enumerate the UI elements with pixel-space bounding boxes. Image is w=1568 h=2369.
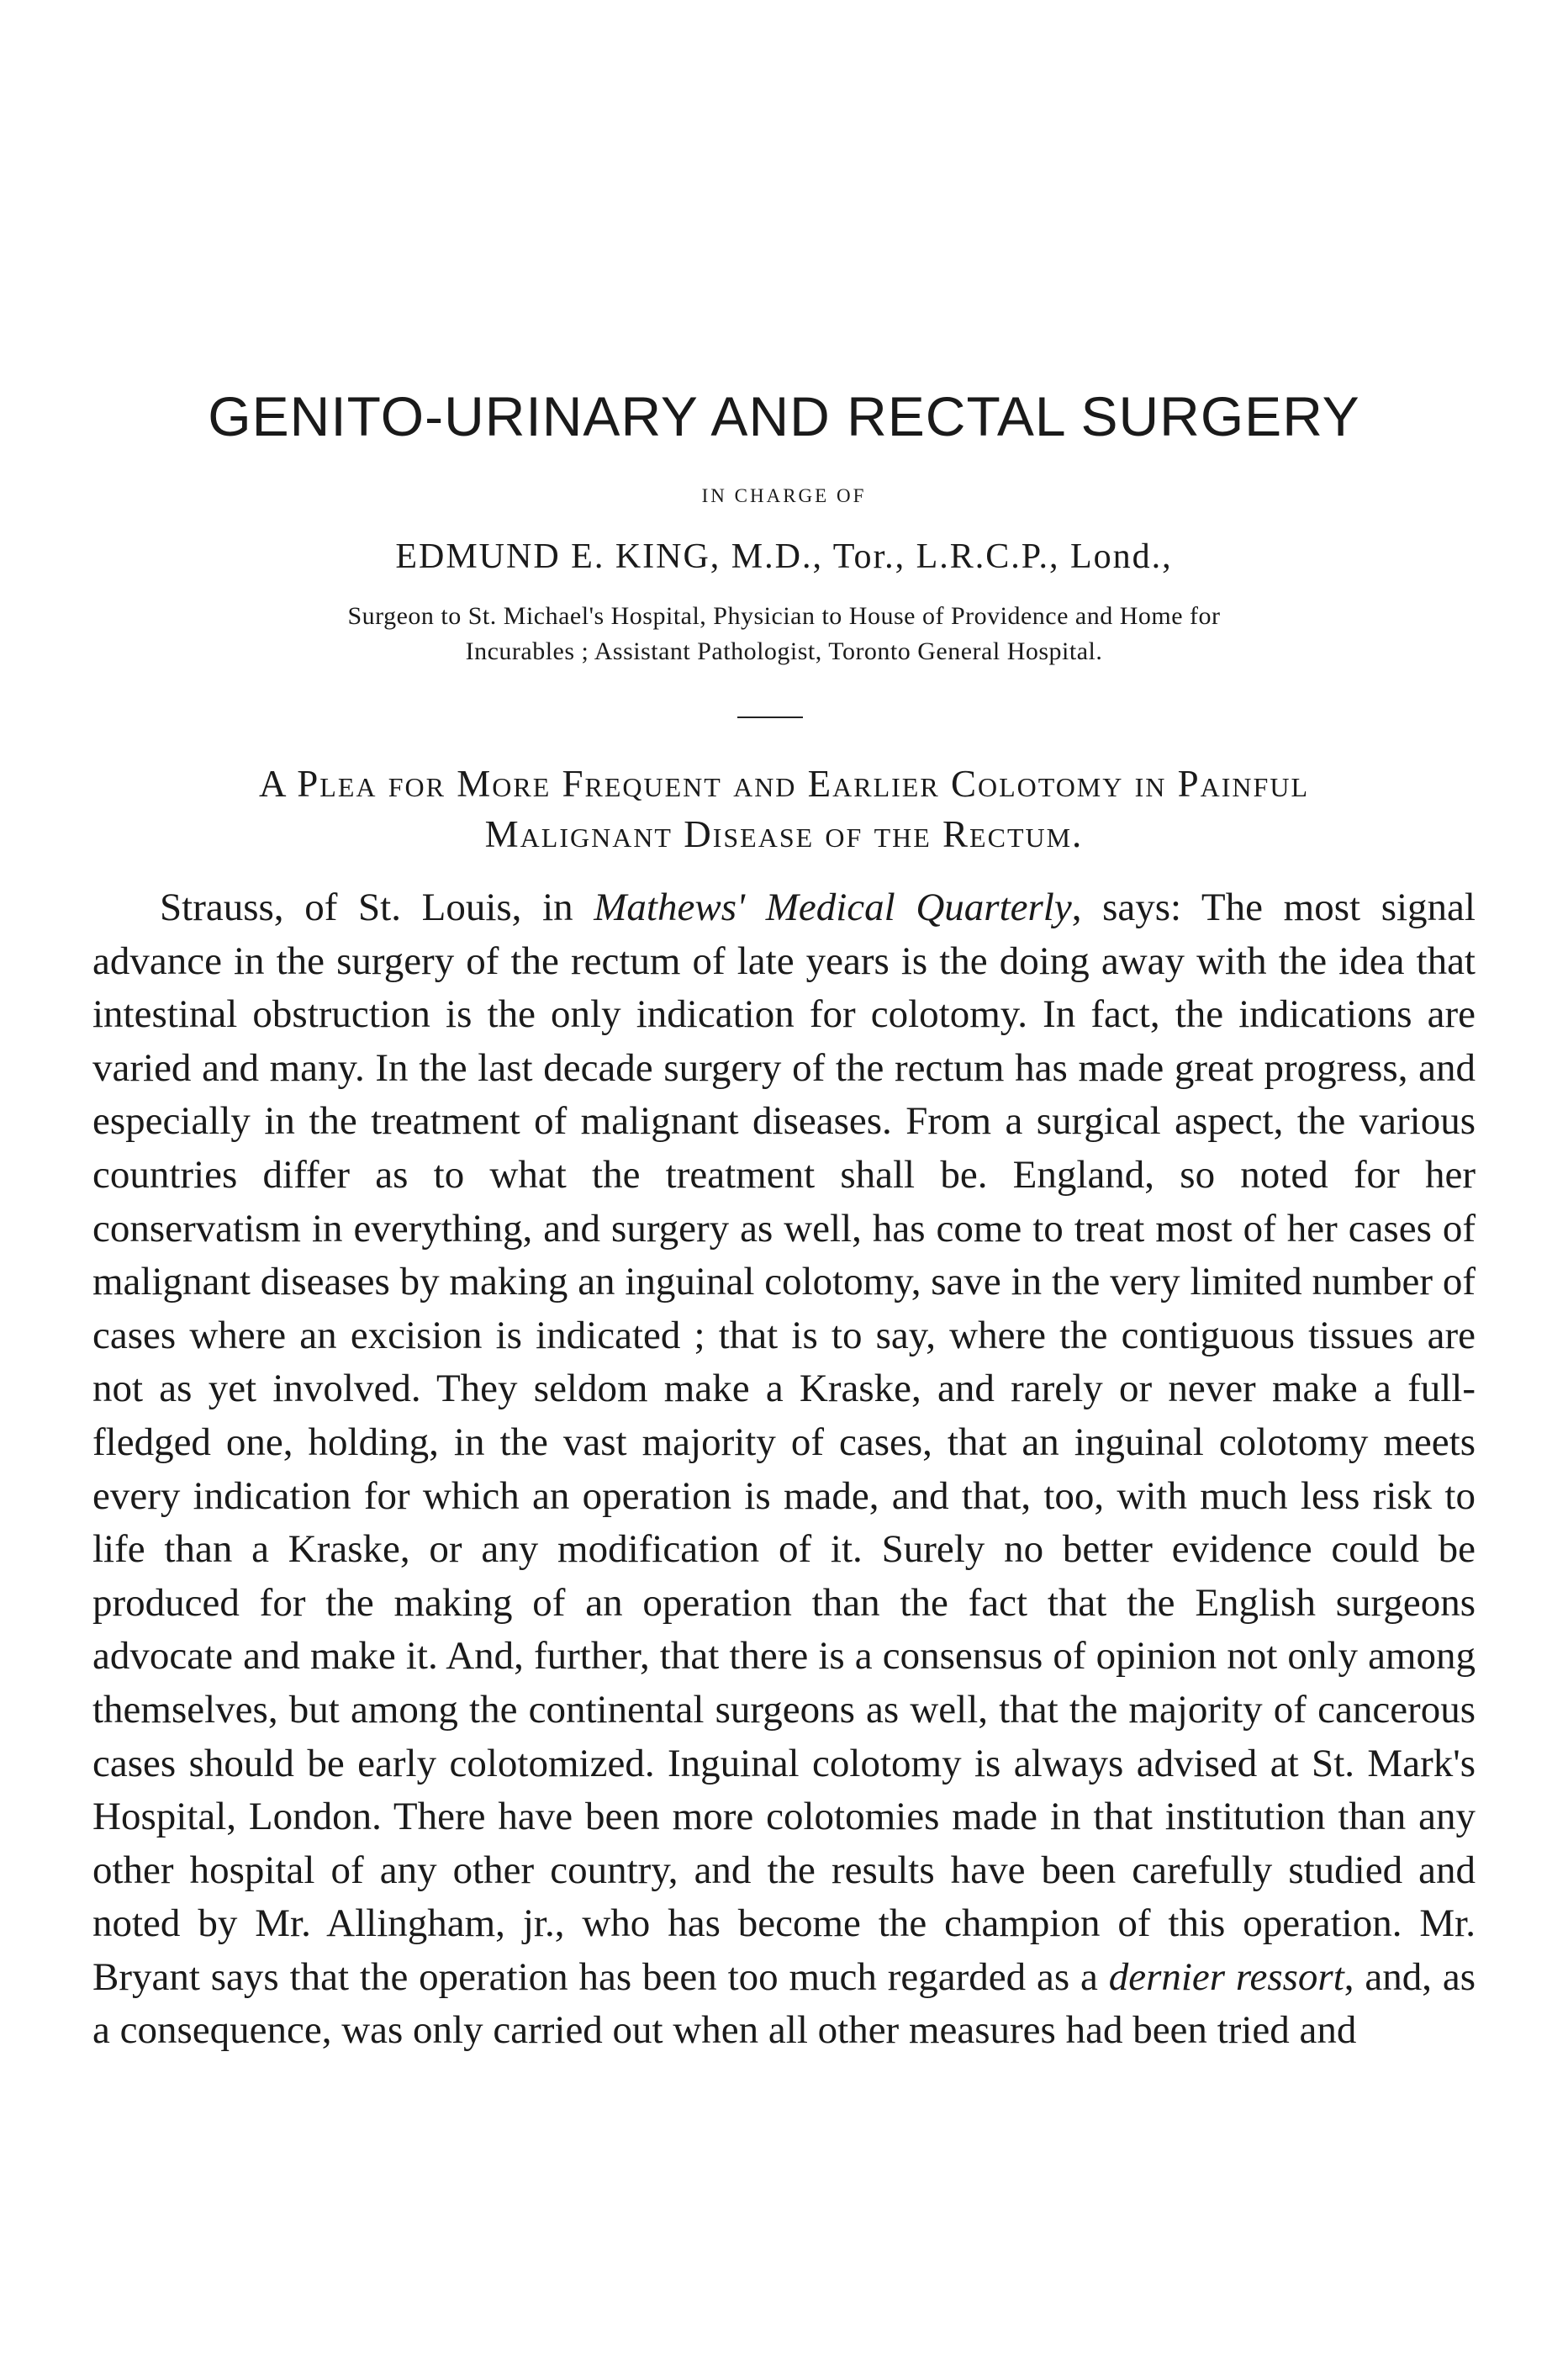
editor-affiliation [168, 599, 1400, 669]
journal-title: Mathews' Medical Quarterly [594, 886, 1072, 929]
editor-name: EDMUND E. KING, M.D., Tor., L.R.C.P., Lond., [395, 537, 1173, 576]
body-text-part-2: , says: The most signal advance in the surgery of the rectum of late years is the doing away with the idea that intestinal obstruction is the only indication for colotomy. In fact, the indications are varied and many. In the last decade surgery of the rectum has made great progress, and especially in the treatment of malignant diseases. From a surgical aspect, the various countries differ as to what the treatment shall be. England, so noted for her conservatism in everything, and surgery as well, has come to treat most of her cases of malignant diseases by making an inguinal colotomy, save in the very limited number of cases where an excision is indicated ; that is to say, where the contiguous tissues are not as yet involved. They seldom make a Kraske, and rarely or never make a full-fledged one, holding, in the vast majority of cases, that an inguinal colotomy meets every indication for which an operation is made, and that, too, with much less risk to life than a Kraske, or any modification of it. Surely no better evidence could be produced for the making of an operation than the fact that the English surgeons advocate and make it. And, further, that there is a consensus of opinion not only among themselves, but among the continental surgeons as well, that the majority of cancerous cases should be early colotomized. Inguinal colotomy is always advised at St. Mark's Hospital, London. There have been more colotomies made in that institution than any other hospital of any other country, and the results have been carefully studied and noted by Mr. Allingham, jr., who has become the champion of this operation. Mr. Bryant says that the operation has been too much regarded as a [92, 886, 1476, 1999]
affiliation-line-1: Surgeon to St. Michael's Hospital, Physician to House of Providence and Home for [347, 602, 1221, 630]
article-title [84, 759, 1484, 859]
affiliation-line-2: Incurables ; Assistant Pathologist, Toronto General Hospital. [465, 637, 1103, 665]
section-title: GENITO-URINARY AND RECTAL SURGERY [208, 385, 1360, 447]
body-text-part-1: Strauss, of St. Louis, in [160, 886, 594, 929]
body-text-part-3: , and, as a consequence, was only carried out when all other measures had been tried and [92, 1954, 1476, 2053]
foreign-phrase: dernier ressort [1108, 1954, 1344, 1999]
article-title-line-1: A Plea for More Frequent and Earlier Colotomy in Painful [258, 763, 1309, 805]
section-divider [737, 717, 803, 718]
article-body [92, 881, 1476, 2058]
in-charge-label: IN CHARGE OF [701, 485, 867, 506]
article-title-line-2: Malignant Disease of the Rectum. [484, 813, 1084, 855]
